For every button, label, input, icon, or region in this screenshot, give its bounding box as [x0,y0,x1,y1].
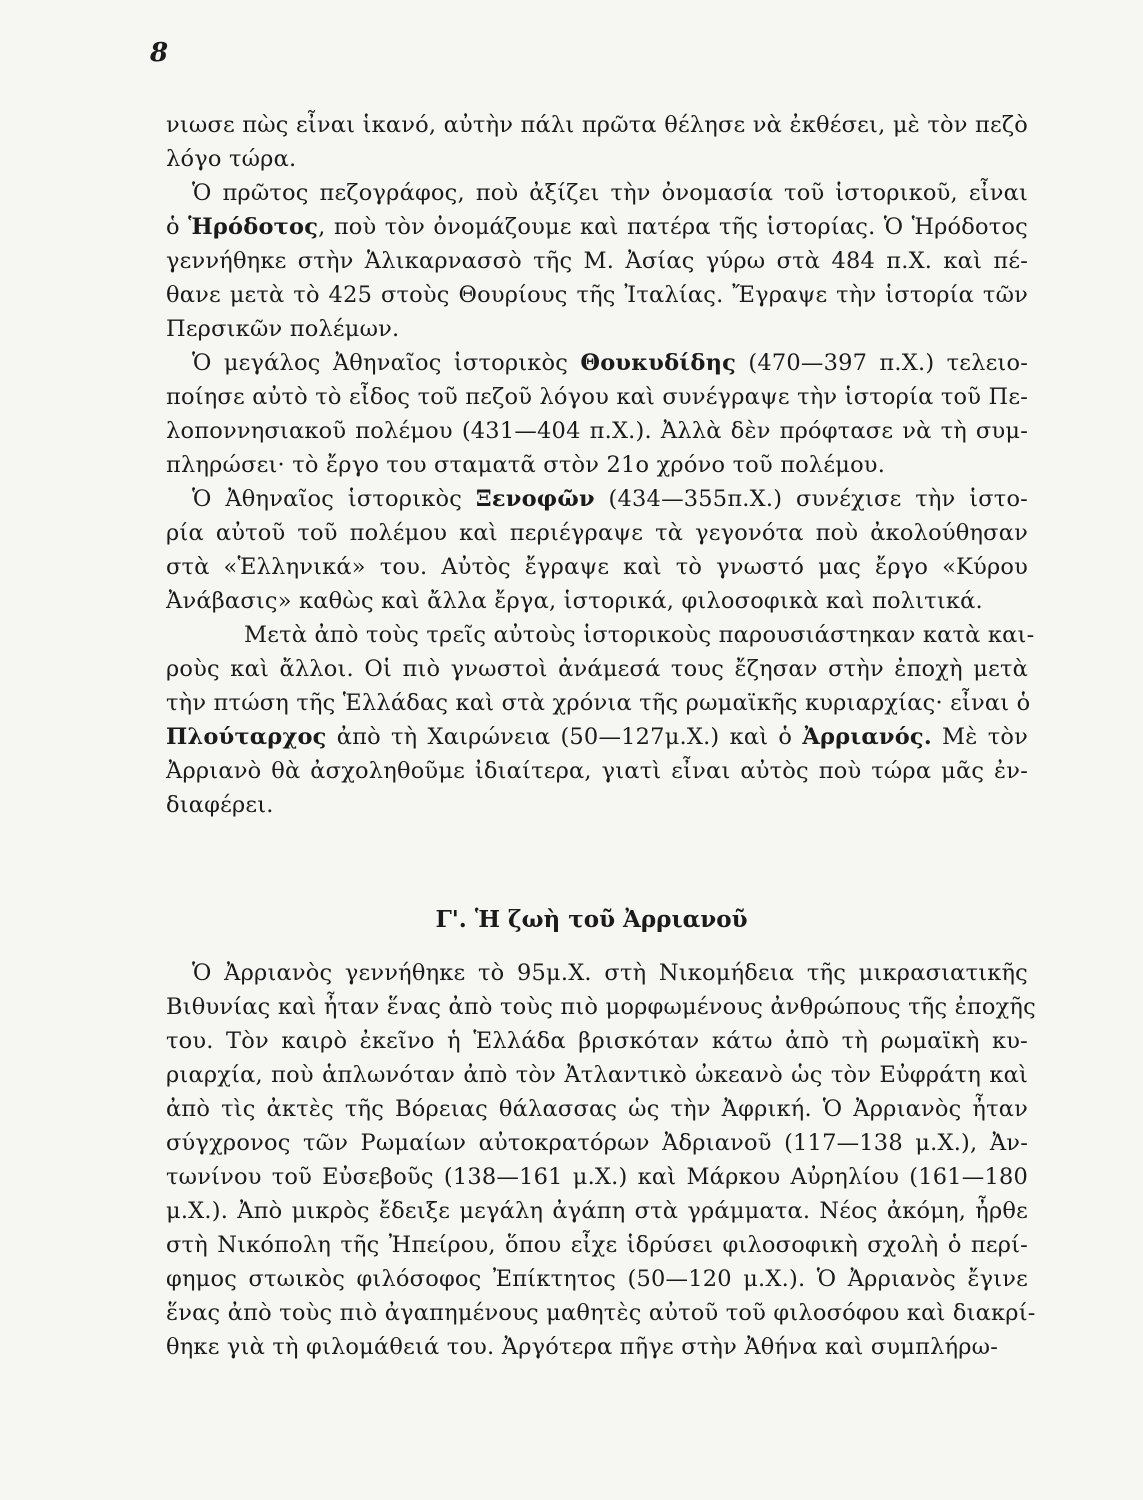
text-line [166,346,1028,380]
text-segment: ἕνας ἀπὸ τοὺς πιὸ ἀγαπημένους μαθητὲς αὐτοῦ τοῦ φιλοσόφου καὶ διακρί- [166,1300,1036,1326]
text-line [166,1194,1028,1228]
text-segment: νιωσε πὼς εἶναι ἱκανό, αὐτὴν πάλι πρῶτα θέλησε νὰ ἐκθέσει, μὲ τὸν πεζὸ [166,112,1028,138]
text-line [166,1262,1028,1296]
paragraph [166,618,1035,822]
text-line [166,1228,1028,1262]
text-segment: μ.Χ.). Ἀπὸ μικρὸς ἔδειξε μεγάλη ἀγάπη στὰ γράμματα. Νέος ἀκόμη, ἦρθε [166,1198,1028,1224]
text-segment: στὰ «Ἑλληνικά» του. Αὐτὸς ἔγραψε καὶ τὸ γνωστό μας ἔργο «Κύρου [166,554,1028,580]
paragraph [166,482,1028,618]
page-number: 8 [150,38,169,68]
text-segment: (434—355π.Χ.) συνέχισε τὴν ἱστο- [594,486,1028,512]
text-segment: πληρώσει· τὸ ἔργο του σταματᾶ στὸν 21ο χρόνο τοῦ πολέμου. [166,452,886,478]
bold-name: Ξενοφῶν [475,486,595,512]
text-segment: λοποννησιακοῦ πολέμου (431—404 π.Χ.). Ἀλλὰ δὲν πρόφτασε νὰ τὴ συμ- [166,418,1028,444]
text-segment: ἀπὸ τὶς ἀκτὲς τῆς Βόρειας θάλασσας ὡς τὴν Ἀφρική. Ὁ Ἀρριανὸς ἦταν [166,1096,1028,1122]
text-segment: σύγχρονος τῶν Ρωμαίων αὐτοκρατόρων Ἀδριανοῦ (117—138 μ.Χ.), Ἀν- [166,1130,1028,1156]
text-line [166,210,1028,244]
text-line [166,380,1028,414]
text-line [166,244,1028,278]
bold-name: Πλούταρχος [166,724,327,750]
text-line [166,1024,1028,1058]
text-line [166,1330,1028,1364]
text-line [166,516,1028,550]
text-block-after [166,956,1036,1364]
text-segment: Ἀνάβασις» καθὼς καὶ ἄλλα ἔργα, ἱστορικά, φιλοσοφικὰ καὶ πολιτικά. [166,588,983,614]
text-segment: ροὺς καὶ ἄλλοι. Οἱ πιὸ γνωστοὶ ἀνάμεσά τους ἔζησαν στὴν ἐποχὴ μετὰ [166,656,1028,682]
text-line [166,312,1028,346]
text-line [166,618,1035,652]
bold-name: Ἡρόδοτος [188,214,319,240]
bold-name: Θουκυδίδης [580,350,737,376]
text-segment: (470—397 π.Χ.) τελειο- [736,350,1028,376]
text-line [166,278,1028,312]
text-segment: τωνίνου τοῦ Εὐσεβοῦς (138—161 μ.Χ.) καὶ Μάρκου Αὐρηλίου (161—180 [166,1164,1028,1190]
text-segment: Ὁ μεγάλος Ἀθηναῖος ἱστορικὸς [192,350,581,376]
text-segment: ποίησε αὐτὸ τὸ εἶδος τοῦ πεζοῦ λόγου καὶ συνέγραψε τὴν ἱστορία τοῦ Πε- [166,384,1028,410]
text-segment: Ὁ Ἀθηναῖος ἱστορικὸς [192,486,476,512]
text-segment: Ὁ Ἀρριανὸς γεννήθηκε τὸ 95μ.Χ. στὴ Νικομήδεια τῆς μικρασιατικῆς [192,960,1028,986]
text-line [166,652,1028,686]
text-line [166,482,1028,516]
text-segment: γεννήθηκε στὴν Ἁλικαρνασσὸ τῆς Μ. Ἀσίας γύρω στὰ 484 π.Χ. καὶ πέ- [166,248,1028,274]
text-line [166,414,1028,448]
text-segment: ρία αὐτοῦ τοῦ πολέμου καὶ περιέγραψε τὰ γεγονότα ποὺ ἀκολούθησαν [166,520,1028,546]
text-line [166,686,1031,720]
paragraph [166,108,1028,176]
text-segment: Ὁ πρῶτος πεζογράφος, ποὺ ἀξίζει τὴν ὀνομασία τοῦ ἱστορικοῦ, εἶναι [192,180,1028,206]
text-block-before [166,108,1035,822]
text-segment: Βιθυνίας καὶ ἦταν ἕνας ἀπὸ τοὺς πιὸ μορφωμένους ἀνθρώπους τῆς ἐποχῆς [166,994,1036,1020]
bold-name: Ἀρριανός. [802,724,932,750]
text-segment: φημος στωικὸς φιλόσοφος Ἐπίκτητος (50—120 μ.Χ.). Ὁ Ἀρριανὸς ἔγινε [166,1266,1028,1292]
text-segment: ριαρχία, ποὺ ἁπλωνόταν ἀπὸ τὸν Ἀτλαντικὸ ὠκεανὸ ὡς τὸν Εὐφράτη καὶ [166,1062,1028,1088]
text-segment: θανε μετὰ τὸ 425 στοὺς Θουρίους τῆς Ἰταλίας. Ἔγραψε τὴν ἱστορία τῶν [166,282,1028,308]
text-line [166,1058,1028,1092]
text-segment: ἀπὸ τὴ Χαιρώνεια (50—127μ.Χ.) καὶ ὁ [326,724,803,750]
text-line [166,584,1028,618]
text-line [166,1092,1028,1126]
text-line [166,142,1028,176]
text-line [166,176,1028,210]
text-line [166,754,1028,788]
text-line [166,990,1036,1024]
text-segment: Μὲ τὸν [931,724,1028,750]
text-segment: Ἀρριανὸ θὰ ἀσχοληθοῦμε ἰδιαίτερα, γιατὶ εἶναι αὐτὸς ποὺ τώρα μᾶς ἐν- [166,758,1028,784]
text-segment: θηκε γιὰ τὴ φιλομάθειά του. Ἀργότερα πῆγε στὴν Ἀθήνα καὶ συμπλήρω- [166,1334,999,1360]
text-segment: ὁ [166,214,189,240]
text-segment: λόγο τώρα. [166,146,297,172]
text-line [166,1296,1036,1330]
text-line [166,550,1028,584]
text-line [166,1126,1028,1160]
text-line [166,788,1028,822]
paragraph [166,176,1028,346]
text-line [166,448,1028,482]
text-segment: Μετὰ ἀπὸ τοὺς τρεῖς αὐτοὺς ἱστορικοὺς παρουσιάστηκαν κατὰ και- [244,622,1035,648]
text-line [166,720,1028,754]
paragraph [166,956,1036,1364]
paragraph [166,346,1028,482]
text-segment: Περσικῶν πολέμων. [166,316,400,342]
text-segment: , ποὺ τὸν ὀνομάζουμε καὶ πατέρα τῆς ἱστορίας. Ὁ Ἡρόδοτος [318,214,1028,240]
text-segment: τὴν πτώση τῆς Ἑλλάδας καὶ στὰ χρόνια τῆς ρωμαϊκῆς κυριαρχίας· εἶναι ὁ [166,690,1031,716]
text-segment: του. Τὸν καιρὸ ἐκεῖνο ἡ Ἑλλάδα βρισκόταν κάτω ἀπὸ τὴ ρωμαϊκὴ κυ- [166,1028,1028,1054]
text-line [166,108,1028,142]
text-line [166,956,1028,990]
text-line [166,1160,1028,1194]
text-segment: διαφέρει. [166,792,274,818]
section-heading: Γ'. Ἡ ζωὴ τοῦ Ἀρριανοῦ [435,906,748,933]
text-segment: στὴ Νικόπολη τῆς Ἠπείρου, ὅπου εἶχε ἱδρύσει φιλοσοφικὴ σχολὴ ὁ περί- [166,1232,1028,1258]
